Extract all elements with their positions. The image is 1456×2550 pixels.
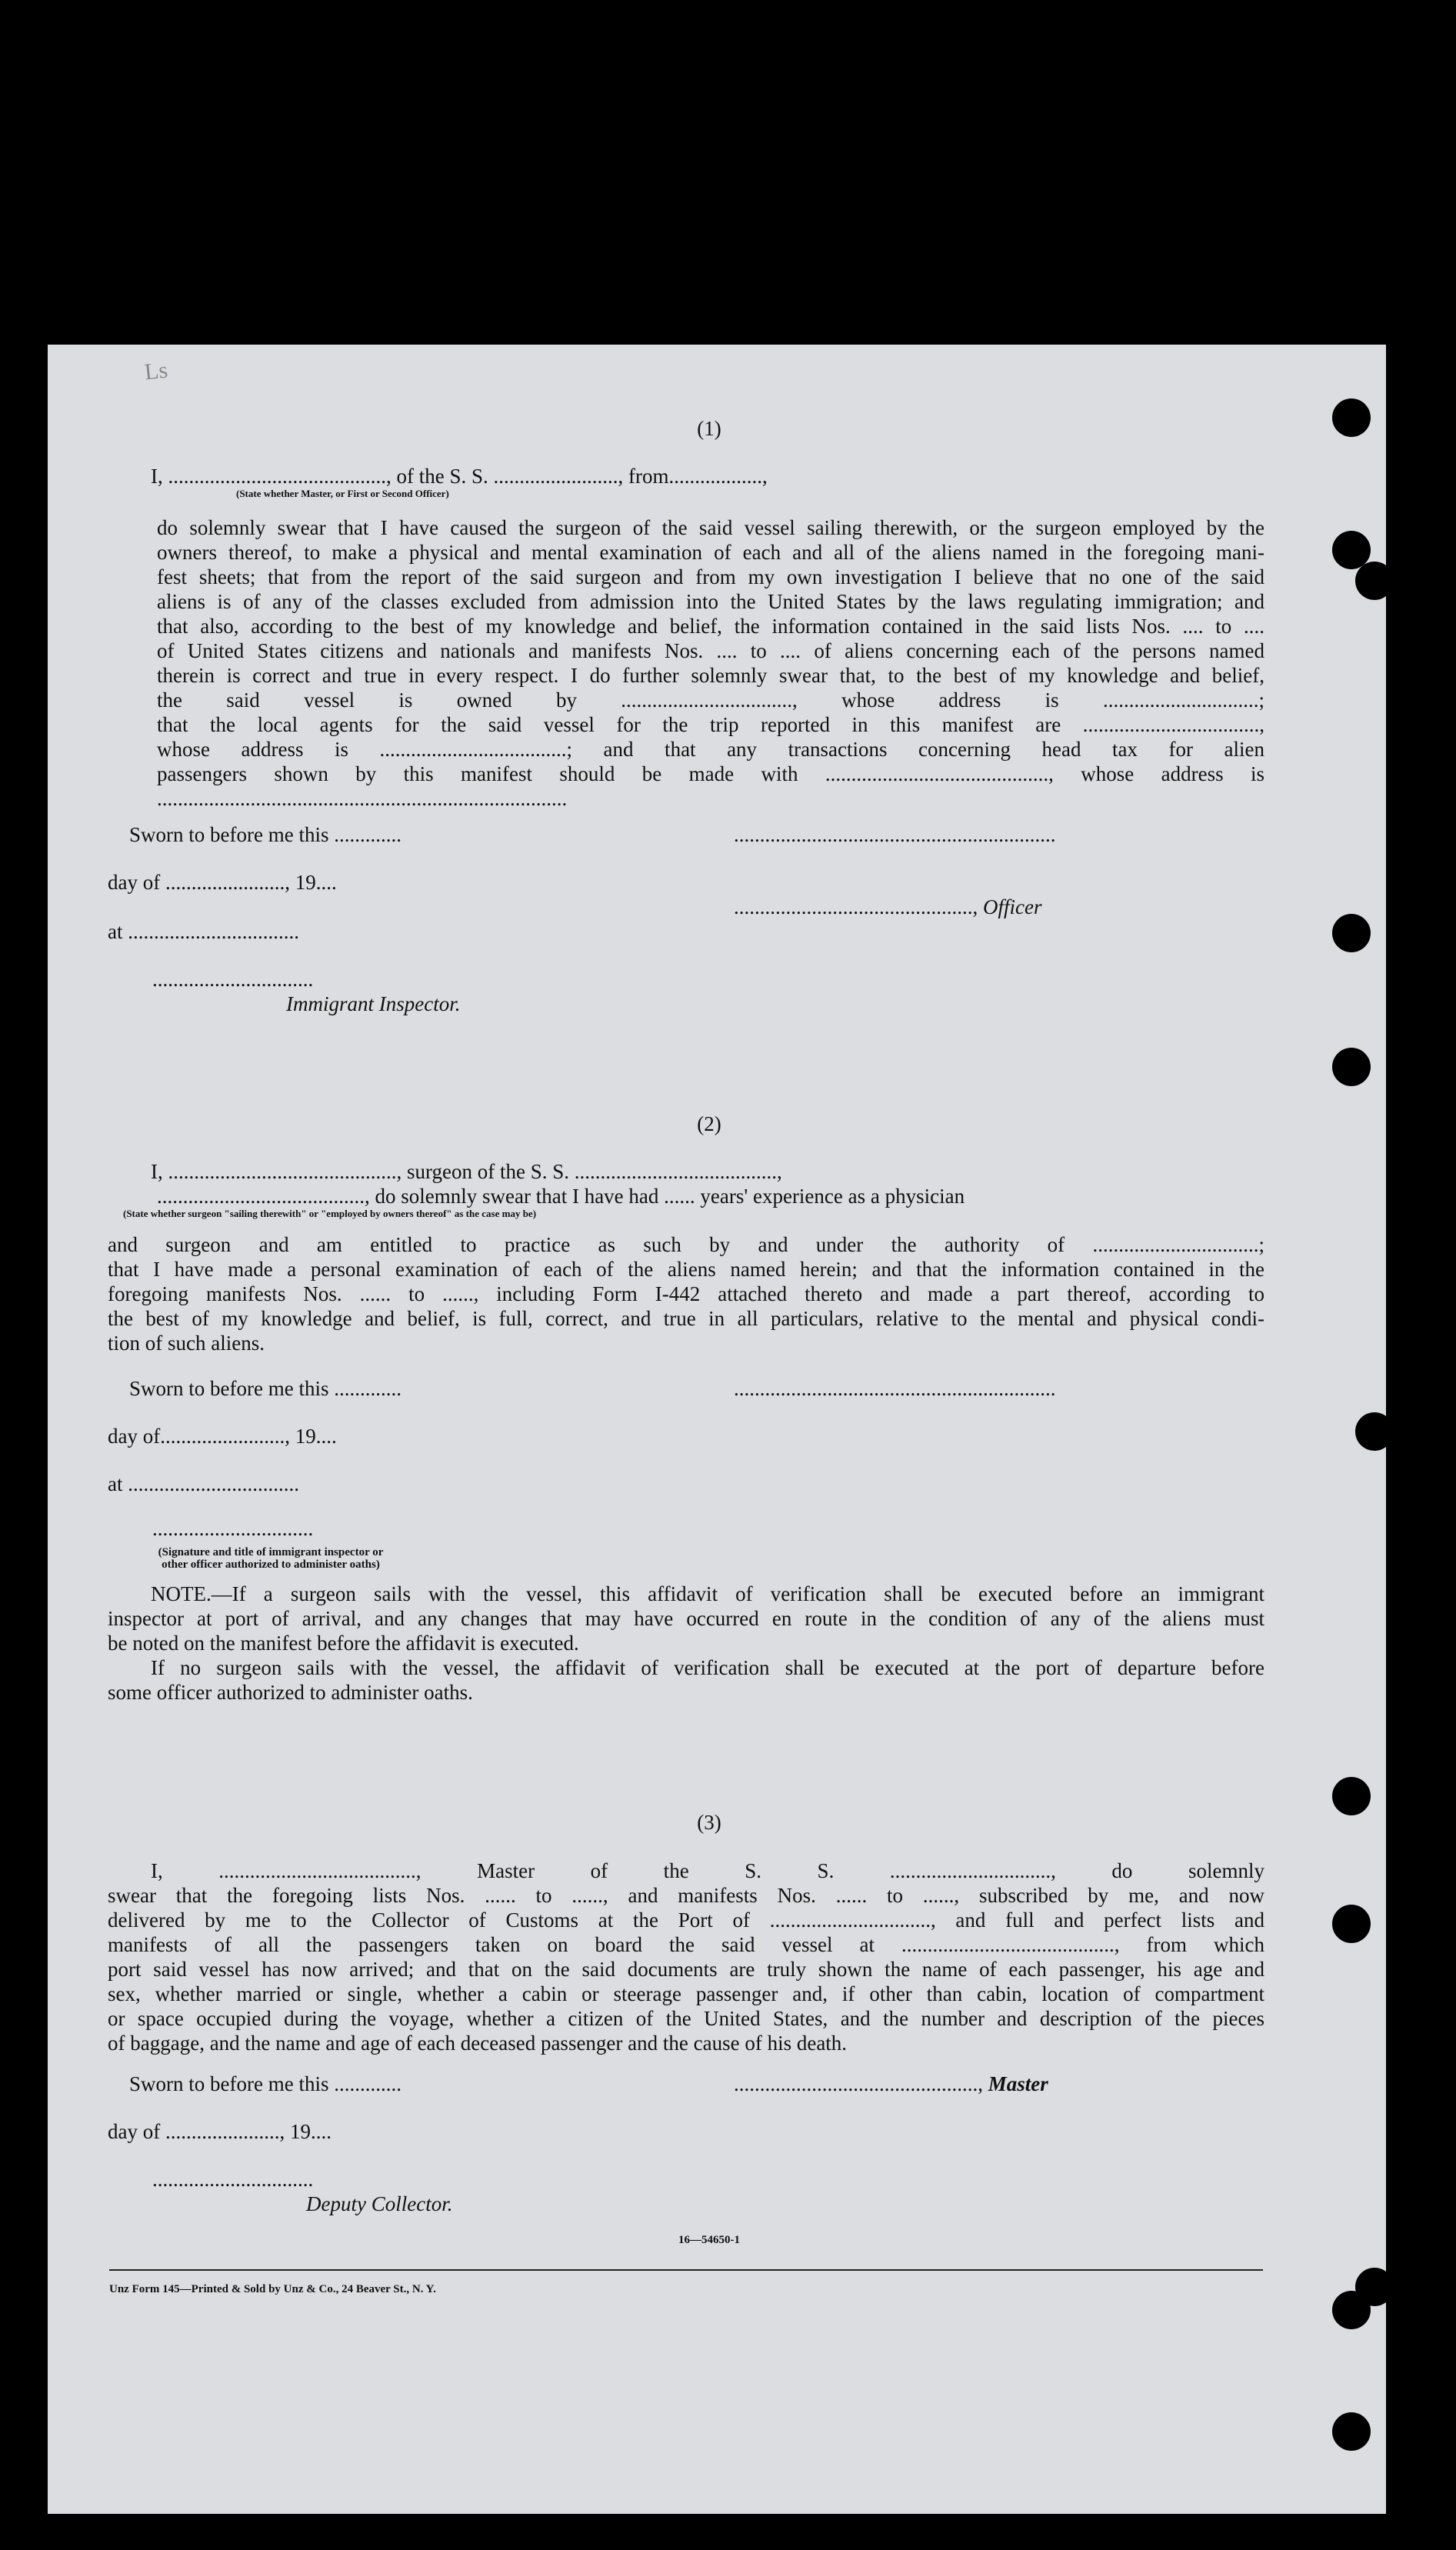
section2-line2: ........................................, do solemnly swear that I have had ...... years' experience as a physician [157,1185,965,1208]
sworn-line: Sworn to before me this ............. [129,1377,401,1400]
day-of-line: day of ......................, 19.... [108,2120,332,2143]
punch-hole [1332,1777,1371,1815]
punch-hole [1332,914,1371,952]
section-number: (2) [697,1112,721,1135]
signature-line: .............................................................. [734,823,1056,846]
section2-line1: I, ............................................, surgeon of the S. S. ......................................., [151,1160,782,1183]
section1-line1: I, .........................................., of the S. S. ........................, from.................., [151,465,768,488]
handwritten-mark: Ls [143,357,169,385]
form-number: 16—54650-1 [678,2234,740,2246]
signature-note: other officer authorized to administer oaths) [162,1558,380,1571]
punch-hole [1355,1412,1394,1451]
section-number: (3) [697,1811,721,1834]
section2-paragraph: and surgeon and am entitled to practice as such by and under the authority of ................................; that I have made a personal examination of each of the aliens named herein; and that the information contained in the foregoing manifests Nos. ...... to ......, including Form I-442 attached thereto and made a part thereof, according to the best of my knowledge and belief, is full, correct, and true in all particulars, relative to the mental and physical condi- tion of such aliens. [108,1233,1264,1355]
signature-note: (Signature and title of immigrant inspector or [158,1546,384,1558]
section-number: (1) [697,417,721,440]
punch-hole [1332,2291,1371,2329]
sworn-line: Sworn to before me this ............. [129,2072,401,2095]
punch-hole [1332,2412,1371,2451]
day-of-line: day of ......................., 19.... [108,871,337,894]
punch-hole [1332,1905,1371,1943]
punch-hole [1332,1048,1371,1086]
officer-signature-line: .............................................., Officer [734,895,1042,918]
at-line: at ................................. [108,1472,299,1495]
inspector-title: Immigrant Inspector. [286,992,461,1015]
punch-hole [1332,398,1371,437]
footer-imprint: Unz Form 145—Printed & Sold by Unz & Co., 24 Beaver St., N. Y. [109,2283,436,2295]
note-paragraph: NOTE.—If a surgeon sails with the vessel, this affidavit of verification shall be executed before an immigrant inspector at port of arrival, and any changes that may have occurred en route in the condition of any of the aliens must be noted on the manifest before the affidavit is executed. If no surgeon sails with the vessel, the affidavit of verification shall be executed at the port of departure before some officer authorized to administer oaths. [108,1582,1264,1704]
day-of-line: day of........................, 19.... [108,1425,337,1448]
officer-type-note: (State whether Master, or First or Second Officer) [236,488,449,499]
section1-paragraph: do solemnly swear that I have caused the surgeon of the said vessel sailing therewith, or the surgeon employed by the owners thereof, to make a physical and mental examination of each and all of the aliens named in the foregoing mani- fest sheets; that from the report of the said surgeon and from my own investigation I believe that no one of the said aliens is of any of the classes excluded from admission into the United States by the laws regulating immigration; and that also, according to the best of my knowledge and belief, the information contained in the said lists Nos. .... to .... of United States citizens and nationals and manifests Nos. .... to .... of aliens concerning each of the persons named therein is correct and true in every respect. I do further solemnly swear that, to the best of my knowledge and belief, the said vessel is owned by ................................., whose address is ..............................; that the local agents for the said vessel for the trip reported in this manifest are .................................., whose address is ....................................; and that any transactions concerning head tax for alien passengers shown by this manifest should be made with ..........................................., whose address is ............................................................................... [157,516,1264,810]
at-line: at ................................. [108,920,299,943]
sworn-line: Sworn to before me this ............. [129,823,401,846]
deputy-signature-line: ............................... [152,2168,314,2191]
section3-paragraph: I, ......................................, Master of the S. S. ..............................., do solemnly swear that the foregoing lists Nos. ...... to ......, and manifests Nos. ...... to ......, subscribed by me, and now delivered by me to the Collector of Customs at the Port of ..............................., and full and perfect lists and manifests of all the passengers taken on board the said vessel at ........................................., from which port said vessel has now arrived; and that on the said documents are truly shown the name of each passenger, his age and sex, whether married or single, whether a cabin or steerage passenger and, if other than cabin, location of compartment or space occupied during the voyage, whether a citizen of the United States, and the number and description of the pieces of baggage, and the name and age of each deceased passenger and the cause of his death. [108,1859,1264,2055]
deputy-title: Deputy Collector. [306,2192,453,2215]
document-page [48,345,1386,2514]
surgeon-type-note: (State whether surgeon "sailing therewith" or "employed by owners thereof" as the case may be) [123,1208,537,1219]
punch-hole [1355,562,1394,600]
footer-rule [109,2269,1263,2271]
master-signature-line: ..............................................., Master [734,2072,1048,2095]
inspector-signature-line: ............................... [152,968,314,991]
inspector-signature-line: ............................... [152,1517,314,1540]
signature-line: .............................................................. [734,1377,1056,1400]
